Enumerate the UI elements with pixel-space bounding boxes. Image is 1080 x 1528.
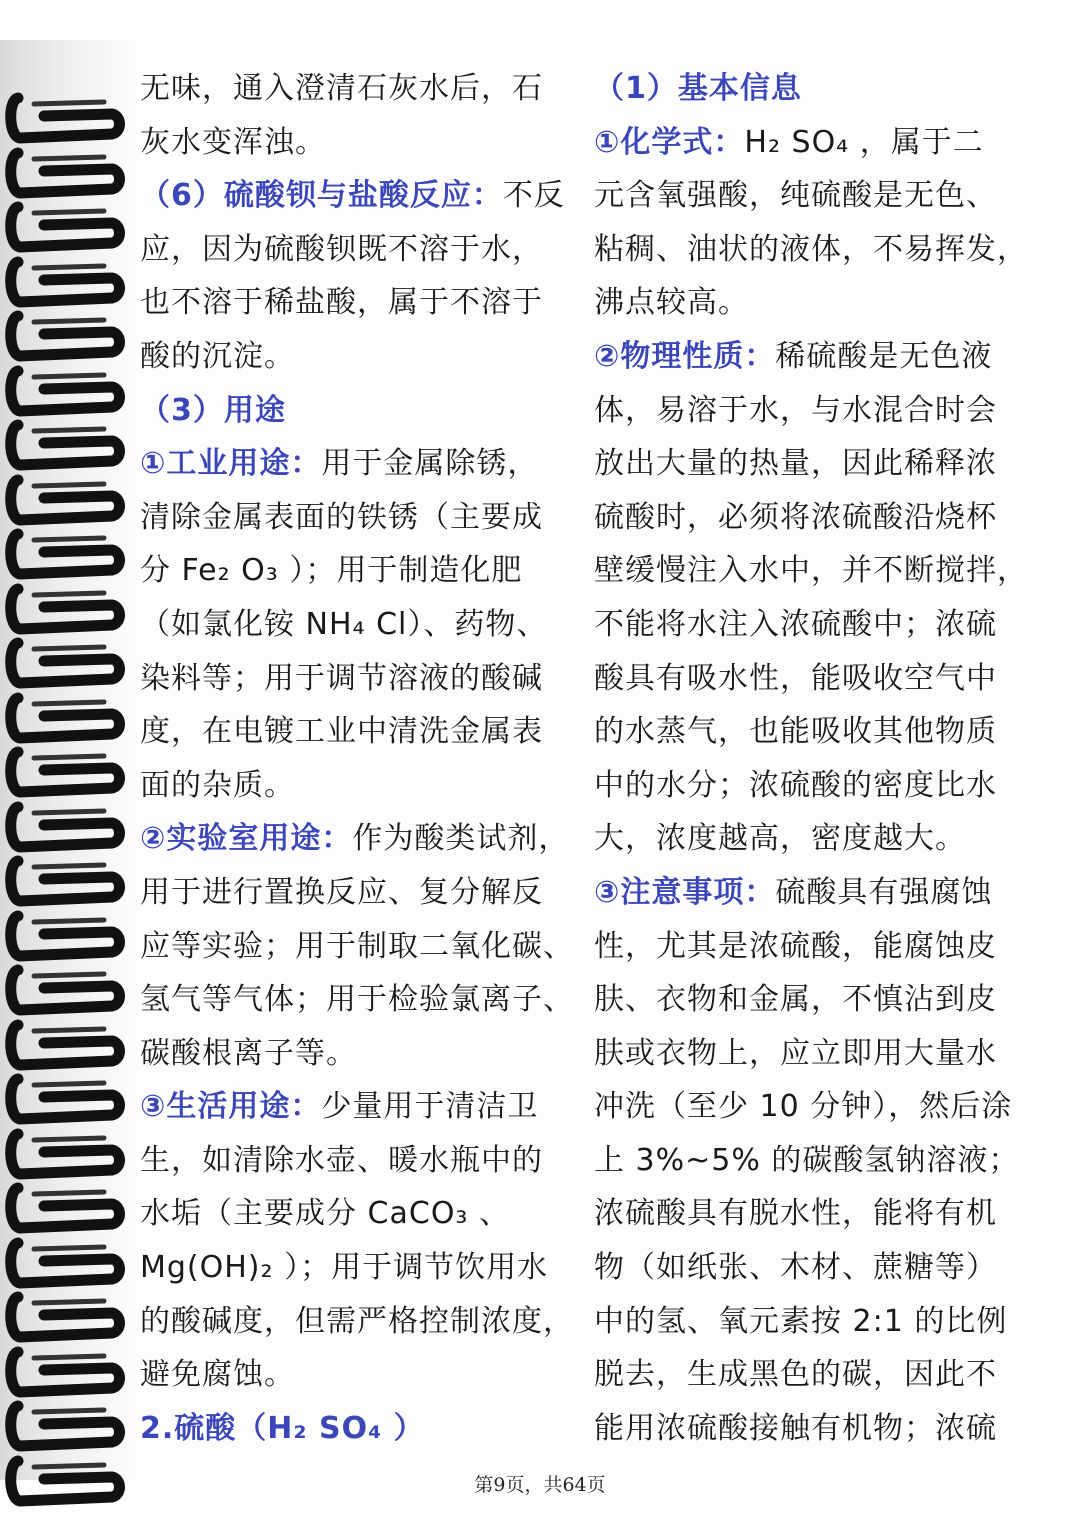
text-line — [594, 330, 1034, 384]
spiral-binding — [0, 40, 130, 1480]
text-line — [594, 705, 1034, 759]
text-line — [140, 598, 580, 652]
text-line — [594, 1402, 1034, 1456]
body-text: 作为酸类试剂， — [352, 821, 570, 857]
text-line — [140, 973, 580, 1027]
body-text: 性，尤其是浓硫酸，能腐蚀皮 — [594, 928, 997, 964]
text-line — [140, 1187, 580, 1241]
heading-text: ②实验室用途： — [140, 821, 353, 857]
text-line — [594, 1027, 1034, 1081]
text-line — [140, 1134, 580, 1188]
text-line — [140, 223, 580, 277]
spiral-ring-icon — [4, 1126, 128, 1184]
body-text: 的水蒸气，也能吸收其他物质 — [594, 714, 997, 750]
body-text: 能用浓硫酸接触有机物；浓硫 — [594, 1410, 997, 1446]
text-line — [594, 1348, 1034, 1402]
heading-text: ②物理性质： — [594, 338, 776, 374]
spiral-ring-icon — [4, 1398, 128, 1456]
body-text: 沸点较高。 — [594, 285, 749, 321]
text-line — [594, 384, 1034, 438]
body-text: 脱去，生成黑色的碳，因此不 — [594, 1357, 997, 1393]
text-line — [140, 866, 580, 920]
spiral-ring-icon — [4, 690, 128, 748]
text-line — [594, 62, 1034, 116]
body-text: 上 3%~5% 的碳酸氢钠溶液； — [594, 1142, 1020, 1178]
heading-text: （1）基本信息 — [594, 71, 802, 106]
body-text: 染料等；用于调节溶液的酸碱 — [140, 660, 543, 696]
text-line — [594, 544, 1034, 598]
text-line — [140, 276, 580, 330]
spiral-ring-icon — [4, 853, 128, 911]
text-line — [140, 652, 580, 706]
text-line — [140, 759, 580, 813]
body-text: 物（如纸张、木材、蔗糖等） — [594, 1250, 997, 1286]
spiral-ring-icon — [4, 581, 128, 639]
body-text: 生，如清除水壶、暖水瓶中的 — [140, 1142, 543, 1178]
heading-text: （6）硫酸钡与盐酸反应： — [140, 178, 503, 214]
spiral-ring-icon — [4, 1344, 128, 1402]
text-line — [594, 652, 1034, 706]
spiral-ring-icon — [4, 199, 128, 257]
body-text: 稀硫酸是无色液 — [775, 338, 993, 374]
text-line — [594, 920, 1034, 974]
text-line — [140, 812, 580, 866]
body-text: 元含氧强酸，纯硫酸是无色、 — [594, 178, 997, 214]
spiral-ring-icon — [4, 908, 128, 966]
text-line — [140, 1348, 580, 1402]
spiral-ring-icon — [4, 1071, 128, 1129]
text-line — [594, 812, 1034, 866]
spiral-ring-icon — [4, 1180, 128, 1238]
body-text: 清除金属表面的铁锈（主要成 — [140, 499, 543, 535]
heading-text: ③注意事项： — [594, 874, 776, 910]
text-line — [140, 544, 580, 598]
spiral-ring-icon — [4, 744, 128, 802]
spiral-ring-icon — [4, 962, 128, 1020]
body-text: 也不溶于稀盐酸，属于不溶于 — [140, 285, 543, 321]
body-text: 壁缓慢注入水中，并不断搅拌， — [594, 553, 1028, 589]
body-text: 度，在电镀工业中清洗金属表 — [140, 714, 543, 750]
right-column — [594, 62, 1034, 1455]
body-text: 不反 — [502, 178, 565, 214]
body-text: 酸的沉淀。 — [140, 338, 295, 374]
heading-text: （3）用途 — [140, 392, 286, 428]
body-text: 碳酸根离子等。 — [140, 1035, 357, 1071]
text-line — [594, 1134, 1034, 1188]
text-line — [594, 598, 1034, 652]
body-text: 避免腐蚀。 — [140, 1357, 295, 1393]
body-text: 冲洗（至少 10 分钟），然后涂 — [594, 1089, 1013, 1125]
left-column — [140, 62, 580, 1455]
heading-text: ①化学式： — [594, 124, 745, 160]
text-line — [140, 1402, 580, 1456]
body-text: 中的水分；浓硫酸的密度比水 — [594, 767, 997, 803]
body-text: H₂ SO₄ ，属于二 — [744, 124, 984, 160]
text-line — [594, 116, 1034, 170]
text-line — [594, 223, 1034, 277]
spiral-ring-icon — [4, 363, 128, 421]
spiral-ring-icon — [4, 308, 128, 366]
text-line — [594, 1295, 1034, 1349]
body-text: 粘稠、油状的液体，不易挥发， — [594, 231, 1028, 267]
text-line — [594, 1241, 1034, 1295]
spiral-ring-icon — [4, 526, 128, 584]
text-line — [594, 973, 1034, 1027]
text-line — [140, 384, 580, 438]
spiral-ring-icon — [4, 145, 128, 203]
text-line — [594, 759, 1034, 813]
text-line — [594, 491, 1034, 545]
body-text: 面的杂质。 — [140, 767, 295, 803]
page-number: 第9页，共64页 — [474, 1474, 606, 1496]
text-line — [140, 62, 580, 116]
text-line — [140, 1027, 580, 1081]
text-line — [594, 276, 1034, 330]
text-line — [594, 437, 1034, 491]
spiral-ring-icon — [4, 472, 128, 530]
text-line — [594, 169, 1034, 223]
text-line — [594, 866, 1034, 920]
spiral-ring-icon — [4, 1017, 128, 1075]
text-line — [140, 1241, 580, 1295]
body-text: 大，浓度越高，密度越大。 — [594, 821, 966, 857]
body-text: 水垢（主要成分 CaCO₃ 、 — [140, 1196, 510, 1232]
text-line — [140, 116, 580, 170]
body-text: 肤、衣物和金属，不慎沾到皮 — [594, 982, 997, 1018]
body-text: 不能将水注入浓硫酸中；浓硫 — [594, 606, 997, 642]
body-text: 体，易溶于水，与水混合时会 — [594, 392, 997, 428]
text-line — [140, 705, 580, 759]
text-line — [140, 920, 580, 974]
text-line — [594, 1080, 1034, 1134]
text-line — [140, 437, 580, 491]
body-text: 少量用于清洁卫 — [321, 1089, 539, 1125]
body-text: Mg(OH)₂ ）；用于调节饮用水 — [140, 1250, 549, 1286]
body-text: 无味，通入澄清石灰水后，石 — [140, 71, 543, 106]
spiral-ring-icon — [4, 417, 128, 475]
spiral-ring-icon — [4, 90, 128, 148]
body-text: 中的氢、氧元素按 2:1 的比例 — [594, 1303, 1008, 1339]
spiral-ring-icon — [4, 254, 128, 312]
body-text: 肤或衣物上，应立即用大量水 — [594, 1035, 997, 1071]
body-text: 硫酸具有强腐蚀 — [775, 874, 993, 910]
body-text: 分 Fe₂ O₃ ）；用于制造化肥 — [140, 553, 523, 589]
text-line — [140, 491, 580, 545]
text-line — [594, 1187, 1034, 1241]
text-line — [140, 330, 580, 384]
body-text: 放出大量的热量，因此稀释浓 — [594, 446, 997, 482]
body-text: 氢气等气体；用于检验氯离子、 — [140, 982, 574, 1018]
text-line — [140, 169, 580, 223]
spiral-ring-icon — [4, 1235, 128, 1293]
spiral-ring-icon — [4, 635, 128, 693]
heading-text: ③生活用途： — [140, 1089, 322, 1125]
heading-text: 2.硫酸（H₂ SO₄ ） — [140, 1410, 425, 1446]
body-text: 用于金属除锈， — [321, 446, 539, 482]
body-text: （如氯化铵 NH₄ Cl）、药物、 — [140, 606, 548, 642]
body-text: 灰水变浑浊。 — [140, 124, 326, 160]
body-text: 应等实验；用于制取二氧化碳、 — [140, 928, 574, 964]
body-text: 硫酸时，必须将浓硫酸沿烧杯 — [594, 499, 997, 535]
spiral-ring-icon — [4, 799, 128, 857]
text-line — [140, 1080, 580, 1134]
heading-text: ①工业用途： — [140, 446, 322, 482]
spiral-ring-icon — [4, 1289, 128, 1347]
body-text: 浓硫酸具有脱水性，能将有机 — [594, 1196, 997, 1232]
body-text: 应，因为硫酸钡既不溶于水， — [140, 231, 543, 267]
body-text: 用于进行置换反应、复分解反 — [140, 874, 543, 910]
body-text: 的酸碱度，但需严格控制浓度， — [140, 1303, 574, 1339]
body-text: 酸具有吸水性，能吸收空气中 — [594, 660, 997, 696]
text-line — [140, 1295, 580, 1349]
